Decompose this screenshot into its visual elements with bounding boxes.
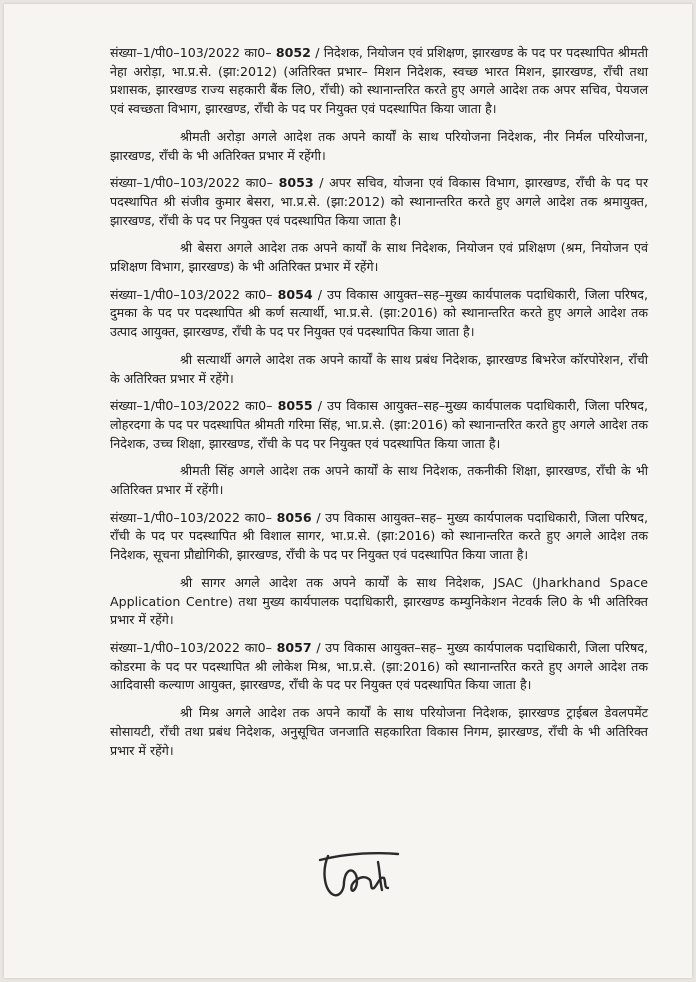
- order-number: 8054: [277, 286, 313, 302]
- order-text: / अपर सचिव, योजना एवं विकास विभाग, झारखण्ड, राँची के पद पर पदस्थापित श्री संजीव कुमार बेसरा, भा.प्र.से. (झा:2012) को स्थानान्तरित करते हुए अगले आदेश तक श्रमायुक्त, झारखण्ड, राँची के पद पर नियुक्त एवं पदस्थापित किया जाता है।: [110, 175, 648, 228]
- order-reference: संख्या–1/पी0–103/2022 का0–: [110, 175, 279, 191]
- document-page: [4, 4, 692, 978]
- order-reference: संख्या–1/पी0–103/2022 का0–: [110, 639, 277, 655]
- order-8054: [110, 286, 648, 342]
- order-text: / उप विकास आयुक्त–सह–मुख्य कार्यपालक पदाधिकारी, जिला परिषद, लोहरदगा के पद पर पदस्थापित श्रीमती गरिमा सिंह, भा.प्र.से. (झा:2016) को स्थानान्तरित करते हुए अगले आदेश तक निदेशक, उच्च शिक्षा, झारखण्ड, राँची के पद पर नियुक्त एवं पदस्थापित किया जाता है।: [110, 398, 648, 451]
- order-number: 8052: [275, 45, 311, 60]
- order-number: 8056: [276, 509, 312, 525]
- order-number: 8053: [278, 175, 314, 191]
- order-reference: संख्या–1/पी0–103/2022 का0–: [110, 286, 278, 302]
- order-8052: [110, 44, 648, 119]
- signature-image: [314, 842, 404, 902]
- order-8053-charge-note: श्री बेसरा अगले आदेश तक अपने कार्यों के साथ निदेशक, नियोजन एवं प्रशिक्षण (श्रम, नियोजन एवं प्रशिक्षण विभाग, झारखण्ड) के भी अतिरिक्त प्रभार में रहेंगे।: [110, 240, 648, 275]
- order-number: 8057: [276, 639, 312, 655]
- order-text: / उप विकास आयुक्त–सह–मुख्य कार्यपालक पदाधिकारी, जिला परिषद, दुमका के पद पर पदस्थापित श्री कर्ण सत्यार्थी, भा.प्र.से. (झा:2016) को स्थानान्तरित करते हुए अगले आदेश तक उत्पाद आयुक्त, झारखण्ड, राँची के पद पर नियुक्त एवं पदस्थापित किया जाता है।: [110, 286, 648, 340]
- order-8055-charge-note: श्रीमती सिंह अगले आदेश तक अपने कार्यों के साथ निदेशक, तकनीकी शिक्षा, झारखण्ड, राँची के भी अतिरिक्त प्रभार में रहेंगी।: [110, 463, 648, 498]
- order-text: / निदेशक, नियोजन एवं प्रशिक्षण, झारखण्ड के पद पर पदस्थापित श्रीमती नेहा अरोड़ा, भा.प्र.से. (झा:2012) (अतिरिक्त प्रभार– मिशन निदेशक, स्वच्छ भारत मिशन, झारखण्ड, राँची तथा प्रशासक, झारखण्ड राज्य सहकारी बैंक लि0, राँची) को स्थानान्तरित करते हुए अगले आदेश तक अपर सचिव, पेयजल एवं स्वच्छता विभाग, झारखण्ड, राँची के पद पर नियुक्त एवं पदस्थापित किया जाता है।: [110, 45, 648, 117]
- order-text: / उप विकास आयुक्त–सह– मुख्य कार्यपालक पदाधिकारी, जिला परिषद, राँची के पद पर पदस्थापित श्री विशाल सागर, भा.प्र.से. (झा:2016) को स्थानान्तरित करते हुए अगले आदेश तक निदेशक, सूचना प्रौद्योगिकी, झारखण्ड, राँची के पद पर नियुक्त एवं पदस्थापित किया जाता है।: [110, 509, 648, 563]
- order-8054-charge-note: श्री सत्यार्थी अगले आदेश तक अपने कार्यों के साथ प्रबंध निदेशक, झारखण्ड बिभरेज कॉरपोरेशन, राँची के अतिरिक्त प्रभार में रहेंगे।: [110, 351, 648, 386]
- order-8056: [110, 509, 648, 565]
- order-reference: संख्या–1/पी0–103/2022 का0–: [110, 398, 278, 414]
- order-8057: [110, 639, 648, 695]
- signature-stroke: [320, 853, 398, 895]
- order-8053: [110, 174, 648, 230]
- document-body: [110, 44, 648, 769]
- order-8052-charge-note: श्रीमती अरोड़ा अगले आदेश तक अपने कार्यों के साथ परियोजना निदेशक, नीर निर्मल परियोजना, झारखण्ड, राँची के भी अतिरिक्त प्रभार में रहेंगी।: [110, 128, 648, 163]
- order-8055: [110, 397, 648, 453]
- order-reference: संख्या–1/पी0–103/2022 का0–: [110, 45, 276, 60]
- order-8057-charge-note: श्री मिश्र अगले आदेश तक अपने कार्यों के साथ परियोजना निदेशक, झारखण्ड ट्राईबल डेवलपमेंट सोसायटी, राँची तथा प्रबंध निदेशक, अनुसूचित जनजाति सहकारिता विकास निगम, झारखण्ड, राँची के भी अतिरिक्त प्रभार में रहेंगे।: [110, 705, 648, 758]
- order-number: 8055: [277, 398, 313, 414]
- order-8056-charge-note: श्री सागर अगले आदेश तक अपने कार्यों के साथ निदेशक, JSAC (Jharkhand Space Application Centre) तथा मुख्य कार्यपालक पदाधिकारी, झारखण्ड कम्युनिकेशन नेटवर्क लि0 के भी अतिरिक्त प्रभार में रहेंगे।: [110, 574, 648, 628]
- order-reference: संख्या–1/पी0–103/2022 का0–: [110, 509, 277, 525]
- order-text: / उप विकास आयुक्त–सह– मुख्य कार्यपालक पदाधिकारी, जिला परिषद, कोडरमा के पद पर पदस्थापित श्री लोकेश मिश्र, भा.प्र.से. (झा:2016) को स्थानान्तरित करते हुए अगले आदेश तक आदिवासी कल्याण आयुक्त, झारखण्ड, राँची के पद पर नियुक्त एवं पदस्थापित किया जाता है।: [110, 639, 648, 693]
